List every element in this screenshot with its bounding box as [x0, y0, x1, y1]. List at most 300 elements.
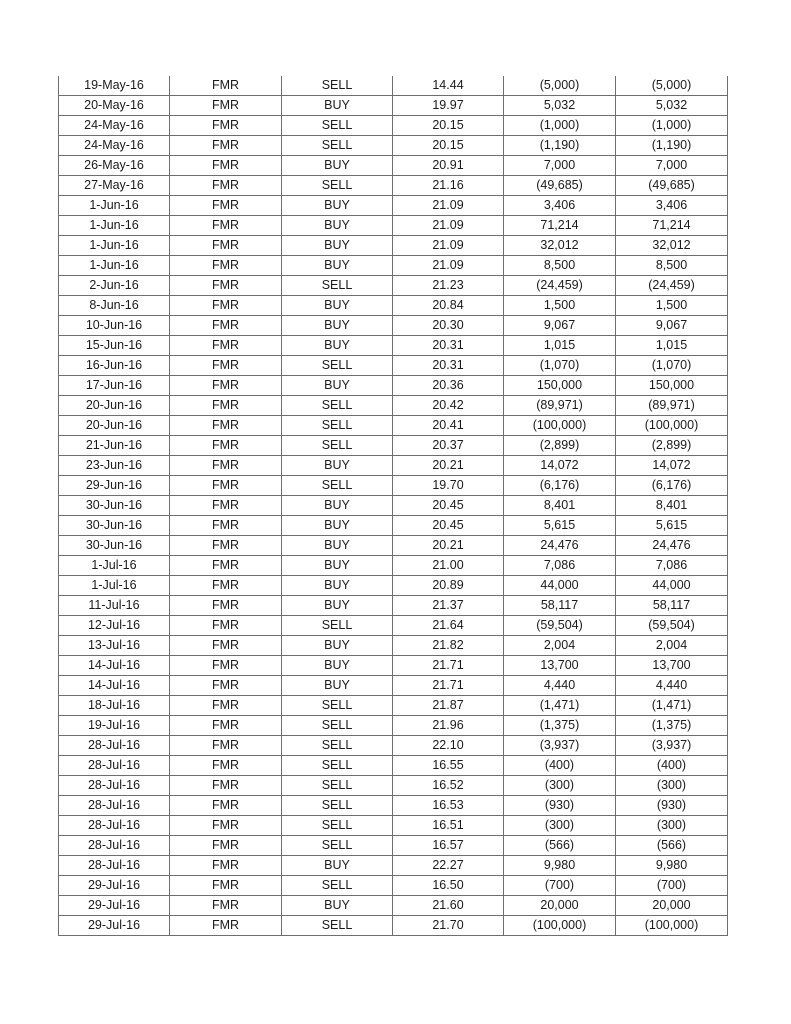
holder-cell: FMR: [170, 376, 282, 396]
table-row: [59, 596, 728, 616]
date-cell: 21-Jun-16: [59, 436, 170, 456]
date-cell: 28-Jul-16: [59, 816, 170, 836]
change-cell: (100,000): [616, 416, 728, 436]
holder-cell: FMR: [170, 516, 282, 536]
shares-cell: 8,500: [504, 256, 616, 276]
change-cell: (89,971): [616, 396, 728, 416]
holder-cell: FMR: [170, 816, 282, 836]
holder-cell: FMR: [170, 556, 282, 576]
shares-cell: (1,375): [504, 716, 616, 736]
change-cell: (3,937): [616, 736, 728, 756]
transaction-type-cell: BUY: [282, 376, 393, 396]
transaction-type-cell: BUY: [282, 496, 393, 516]
shares-cell: 58,117: [504, 596, 616, 616]
price-cell: 21.60: [393, 896, 504, 916]
change-cell: (1,070): [616, 356, 728, 376]
price-cell: 16.57: [393, 836, 504, 856]
transaction-type-cell: BUY: [282, 856, 393, 876]
transactions-table-body: [59, 76, 728, 936]
price-cell: 20.15: [393, 116, 504, 136]
date-cell: 26-May-16: [59, 156, 170, 176]
table-row: [59, 856, 728, 876]
transaction-type-cell: SELL: [282, 136, 393, 156]
shares-cell: (1,471): [504, 696, 616, 716]
holder-cell: FMR: [170, 196, 282, 216]
date-cell: 20-Jun-16: [59, 396, 170, 416]
table-row: [59, 616, 728, 636]
price-cell: 20.31: [393, 356, 504, 376]
shares-cell: 24,476: [504, 536, 616, 556]
date-cell: 17-Jun-16: [59, 376, 170, 396]
date-cell: 11-Jul-16: [59, 596, 170, 616]
transactions-table: [58, 76, 728, 936]
holder-cell: FMR: [170, 916, 282, 936]
holder-cell: FMR: [170, 256, 282, 276]
change-cell: 71,214: [616, 216, 728, 236]
transaction-type-cell: BUY: [282, 256, 393, 276]
transaction-type-cell: SELL: [282, 756, 393, 776]
transaction-type-cell: SELL: [282, 836, 393, 856]
date-cell: 14-Jul-16: [59, 656, 170, 676]
table-row: [59, 276, 728, 296]
shares-cell: (49,685): [504, 176, 616, 196]
price-cell: 21.09: [393, 196, 504, 216]
price-cell: 21.00: [393, 556, 504, 576]
table-row: [59, 656, 728, 676]
table-row: [59, 736, 728, 756]
holder-cell: FMR: [170, 896, 282, 916]
holder-cell: FMR: [170, 396, 282, 416]
change-cell: (1,000): [616, 116, 728, 136]
table-row: [59, 96, 728, 116]
shares-cell: 1,015: [504, 336, 616, 356]
transaction-type-cell: SELL: [282, 396, 393, 416]
change-cell: (2,899): [616, 436, 728, 456]
date-cell: 13-Jul-16: [59, 636, 170, 656]
price-cell: 21.71: [393, 656, 504, 676]
shares-cell: (59,504): [504, 616, 616, 636]
shares-cell: 44,000: [504, 576, 616, 596]
table-row: [59, 316, 728, 336]
shares-cell: 71,214: [504, 216, 616, 236]
transaction-type-cell: SELL: [282, 76, 393, 96]
price-cell: 21.16: [393, 176, 504, 196]
shares-cell: (24,459): [504, 276, 616, 296]
table-row: [59, 396, 728, 416]
change-cell: (24,459): [616, 276, 728, 296]
table-row: [59, 116, 728, 136]
change-cell: 20,000: [616, 896, 728, 916]
table-row: [59, 896, 728, 916]
price-cell: 21.09: [393, 256, 504, 276]
holder-cell: FMR: [170, 676, 282, 696]
change-cell: 3,406: [616, 196, 728, 216]
table-row: [59, 256, 728, 276]
date-cell: 16-Jun-16: [59, 356, 170, 376]
price-cell: 21.70: [393, 916, 504, 936]
date-cell: 15-Jun-16: [59, 336, 170, 356]
change-cell: 1,015: [616, 336, 728, 356]
shares-cell: 8,401: [504, 496, 616, 516]
change-cell: 14,072: [616, 456, 728, 476]
price-cell: 20.31: [393, 336, 504, 356]
transaction-type-cell: SELL: [282, 736, 393, 756]
table-row: [59, 296, 728, 316]
holder-cell: FMR: [170, 136, 282, 156]
holder-cell: FMR: [170, 336, 282, 356]
price-cell: 21.64: [393, 616, 504, 636]
transaction-type-cell: SELL: [282, 616, 393, 636]
date-cell: 29-Jul-16: [59, 896, 170, 916]
shares-cell: (300): [504, 776, 616, 796]
holder-cell: FMR: [170, 716, 282, 736]
price-cell: 20.42: [393, 396, 504, 416]
table-row: [59, 776, 728, 796]
transaction-type-cell: SELL: [282, 796, 393, 816]
date-cell: 20-Jun-16: [59, 416, 170, 436]
date-cell: 14-Jul-16: [59, 676, 170, 696]
date-cell: 28-Jul-16: [59, 836, 170, 856]
date-cell: 19-Jul-16: [59, 716, 170, 736]
shares-cell: 1,500: [504, 296, 616, 316]
date-cell: 12-Jul-16: [59, 616, 170, 636]
shares-cell: 9,067: [504, 316, 616, 336]
change-cell: 9,980: [616, 856, 728, 876]
table-row: [59, 456, 728, 476]
date-cell: 28-Jul-16: [59, 796, 170, 816]
table-row: [59, 476, 728, 496]
price-cell: 19.97: [393, 96, 504, 116]
transaction-type-cell: SELL: [282, 416, 393, 436]
transaction-type-cell: BUY: [282, 556, 393, 576]
price-cell: 16.53: [393, 796, 504, 816]
holder-cell: FMR: [170, 96, 282, 116]
shares-cell: (2,899): [504, 436, 616, 456]
change-cell: 1,500: [616, 296, 728, 316]
shares-cell: 5,615: [504, 516, 616, 536]
price-cell: 20.36: [393, 376, 504, 396]
shares-cell: 13,700: [504, 656, 616, 676]
date-cell: 29-Jul-16: [59, 916, 170, 936]
shares-cell: 20,000: [504, 896, 616, 916]
change-cell: 2,004: [616, 636, 728, 656]
date-cell: 8-Jun-16: [59, 296, 170, 316]
price-cell: 19.70: [393, 476, 504, 496]
holder-cell: FMR: [170, 776, 282, 796]
holder-cell: FMR: [170, 796, 282, 816]
date-cell: 28-Jul-16: [59, 776, 170, 796]
change-cell: (930): [616, 796, 728, 816]
holder-cell: FMR: [170, 856, 282, 876]
change-cell: 44,000: [616, 576, 728, 596]
shares-cell: (400): [504, 756, 616, 776]
transaction-type-cell: BUY: [282, 236, 393, 256]
shares-cell: (89,971): [504, 396, 616, 416]
table-row: [59, 576, 728, 596]
shares-cell: 4,440: [504, 676, 616, 696]
date-cell: 29-Jul-16: [59, 876, 170, 896]
transaction-type-cell: BUY: [282, 536, 393, 556]
shares-cell: (566): [504, 836, 616, 856]
table-row: [59, 436, 728, 456]
transaction-type-cell: SELL: [282, 276, 393, 296]
change-cell: 150,000: [616, 376, 728, 396]
price-cell: 21.96: [393, 716, 504, 736]
table-row: [59, 556, 728, 576]
holder-cell: FMR: [170, 416, 282, 436]
holder-cell: FMR: [170, 356, 282, 376]
holder-cell: FMR: [170, 436, 282, 456]
table-row: [59, 336, 728, 356]
transaction-type-cell: SELL: [282, 876, 393, 896]
shares-cell: 5,032: [504, 96, 616, 116]
transaction-type-cell: SELL: [282, 476, 393, 496]
holder-cell: FMR: [170, 316, 282, 336]
price-cell: 20.37: [393, 436, 504, 456]
transaction-type-cell: SELL: [282, 696, 393, 716]
date-cell: 27-May-16: [59, 176, 170, 196]
date-cell: 30-Jun-16: [59, 536, 170, 556]
table-row: [59, 676, 728, 696]
holder-cell: FMR: [170, 276, 282, 296]
holder-cell: FMR: [170, 236, 282, 256]
shares-cell: (100,000): [504, 416, 616, 436]
change-cell: 13,700: [616, 656, 728, 676]
holder-cell: FMR: [170, 296, 282, 316]
table-row: [59, 76, 728, 96]
date-cell: 28-Jul-16: [59, 856, 170, 876]
table-row: [59, 176, 728, 196]
transaction-type-cell: BUY: [282, 196, 393, 216]
shares-cell: (930): [504, 796, 616, 816]
change-cell: 8,401: [616, 496, 728, 516]
change-cell: (5,000): [616, 76, 728, 96]
holder-cell: FMR: [170, 496, 282, 516]
table-row: [59, 516, 728, 536]
holder-cell: FMR: [170, 876, 282, 896]
change-cell: 58,117: [616, 596, 728, 616]
date-cell: 1-Jun-16: [59, 196, 170, 216]
transaction-type-cell: BUY: [282, 456, 393, 476]
transaction-type-cell: SELL: [282, 356, 393, 376]
date-cell: 24-May-16: [59, 116, 170, 136]
holder-cell: FMR: [170, 636, 282, 656]
price-cell: 21.71: [393, 676, 504, 696]
holder-cell: FMR: [170, 156, 282, 176]
transaction-type-cell: SELL: [282, 776, 393, 796]
shares-cell: 9,980: [504, 856, 616, 876]
transaction-type-cell: SELL: [282, 916, 393, 936]
table-row: [59, 496, 728, 516]
change-cell: (49,685): [616, 176, 728, 196]
price-cell: 20.84: [393, 296, 504, 316]
table-row: [59, 216, 728, 236]
date-cell: 20-May-16: [59, 96, 170, 116]
shares-cell: (1,190): [504, 136, 616, 156]
price-cell: 20.21: [393, 456, 504, 476]
date-cell: 28-Jul-16: [59, 736, 170, 756]
date-cell: 10-Jun-16: [59, 316, 170, 336]
date-cell: 1-Jun-16: [59, 256, 170, 276]
date-cell: 29-Jun-16: [59, 476, 170, 496]
change-cell: (6,176): [616, 476, 728, 496]
price-cell: 20.45: [393, 496, 504, 516]
price-cell: 20.89: [393, 576, 504, 596]
date-cell: 18-Jul-16: [59, 696, 170, 716]
holder-cell: FMR: [170, 176, 282, 196]
shares-cell: (5,000): [504, 76, 616, 96]
transaction-type-cell: SELL: [282, 716, 393, 736]
change-cell: 9,067: [616, 316, 728, 336]
date-cell: 19-May-16: [59, 76, 170, 96]
table-row: [59, 756, 728, 776]
table-row: [59, 356, 728, 376]
transaction-type-cell: SELL: [282, 436, 393, 456]
price-cell: 21.87: [393, 696, 504, 716]
table-row: [59, 536, 728, 556]
holder-cell: FMR: [170, 616, 282, 636]
date-cell: 1-Jul-16: [59, 556, 170, 576]
shares-cell: 7,086: [504, 556, 616, 576]
price-cell: 20.91: [393, 156, 504, 176]
shares-cell: (1,000): [504, 116, 616, 136]
table-row: [59, 916, 728, 936]
holder-cell: FMR: [170, 596, 282, 616]
price-cell: 22.10: [393, 736, 504, 756]
price-cell: 20.45: [393, 516, 504, 536]
table-row: [59, 136, 728, 156]
change-cell: (1,190): [616, 136, 728, 156]
holder-cell: FMR: [170, 536, 282, 556]
change-cell: (400): [616, 756, 728, 776]
shares-cell: 7,000: [504, 156, 616, 176]
date-cell: 30-Jun-16: [59, 496, 170, 516]
price-cell: 16.51: [393, 816, 504, 836]
transaction-type-cell: BUY: [282, 676, 393, 696]
price-cell: 21.82: [393, 636, 504, 656]
date-cell: 1-Jul-16: [59, 576, 170, 596]
shares-cell: 32,012: [504, 236, 616, 256]
table-row: [59, 716, 728, 736]
price-cell: 20.21: [393, 536, 504, 556]
table-row: [59, 416, 728, 436]
change-cell: (59,504): [616, 616, 728, 636]
transaction-type-cell: BUY: [282, 156, 393, 176]
table-row: [59, 236, 728, 256]
transaction-type-cell: BUY: [282, 896, 393, 916]
date-cell: 1-Jun-16: [59, 216, 170, 236]
price-cell: 21.09: [393, 236, 504, 256]
date-cell: 30-Jun-16: [59, 516, 170, 536]
holder-cell: FMR: [170, 696, 282, 716]
price-cell: 22.27: [393, 856, 504, 876]
change-cell: (1,375): [616, 716, 728, 736]
table-row: [59, 376, 728, 396]
table-row: [59, 636, 728, 656]
transaction-type-cell: BUY: [282, 216, 393, 236]
shares-cell: (100,000): [504, 916, 616, 936]
price-cell: 20.41: [393, 416, 504, 436]
change-cell: 7,000: [616, 156, 728, 176]
holder-cell: FMR: [170, 836, 282, 856]
holder-cell: FMR: [170, 476, 282, 496]
shares-cell: (3,937): [504, 736, 616, 756]
table-row: [59, 836, 728, 856]
change-cell: (700): [616, 876, 728, 896]
transaction-type-cell: BUY: [282, 316, 393, 336]
transaction-type-cell: SELL: [282, 116, 393, 136]
holder-cell: FMR: [170, 76, 282, 96]
table-row: [59, 696, 728, 716]
change-cell: (300): [616, 816, 728, 836]
transaction-type-cell: BUY: [282, 636, 393, 656]
date-cell: 1-Jun-16: [59, 236, 170, 256]
transaction-type-cell: BUY: [282, 516, 393, 536]
shares-cell: (700): [504, 876, 616, 896]
transaction-type-cell: BUY: [282, 96, 393, 116]
holder-cell: FMR: [170, 656, 282, 676]
shares-cell: 2,004: [504, 636, 616, 656]
change-cell: 5,032: [616, 96, 728, 116]
change-cell: 24,476: [616, 536, 728, 556]
price-cell: 14.44: [393, 76, 504, 96]
change-cell: 7,086: [616, 556, 728, 576]
date-cell: 28-Jul-16: [59, 756, 170, 776]
table-row: [59, 196, 728, 216]
price-cell: 21.37: [393, 596, 504, 616]
price-cell: 20.15: [393, 136, 504, 156]
transaction-type-cell: BUY: [282, 576, 393, 596]
date-cell: 24-May-16: [59, 136, 170, 156]
holder-cell: FMR: [170, 576, 282, 596]
transaction-type-cell: BUY: [282, 336, 393, 356]
table-row: [59, 796, 728, 816]
date-cell: 2-Jun-16: [59, 276, 170, 296]
change-cell: (100,000): [616, 916, 728, 936]
holder-cell: FMR: [170, 116, 282, 136]
holder-cell: FMR: [170, 756, 282, 776]
price-cell: 16.50: [393, 876, 504, 896]
date-cell: 23-Jun-16: [59, 456, 170, 476]
shares-cell: (1,070): [504, 356, 616, 376]
shares-cell: (6,176): [504, 476, 616, 496]
change-cell: 5,615: [616, 516, 728, 536]
price-cell: 20.30: [393, 316, 504, 336]
change-cell: (1,471): [616, 696, 728, 716]
change-cell: 32,012: [616, 236, 728, 256]
change-cell: (566): [616, 836, 728, 856]
price-cell: 16.55: [393, 756, 504, 776]
transaction-type-cell: BUY: [282, 656, 393, 676]
transaction-type-cell: BUY: [282, 296, 393, 316]
table-row: [59, 816, 728, 836]
table-row: [59, 876, 728, 896]
price-cell: 21.09: [393, 216, 504, 236]
change-cell: 4,440: [616, 676, 728, 696]
shares-cell: 14,072: [504, 456, 616, 476]
shares-cell: (300): [504, 816, 616, 836]
holder-cell: FMR: [170, 456, 282, 476]
transaction-type-cell: SELL: [282, 816, 393, 836]
holder-cell: FMR: [170, 736, 282, 756]
price-cell: 16.52: [393, 776, 504, 796]
shares-cell: 150,000: [504, 376, 616, 396]
transaction-type-cell: SELL: [282, 176, 393, 196]
shares-cell: 3,406: [504, 196, 616, 216]
table-row: [59, 156, 728, 176]
change-cell: 8,500: [616, 256, 728, 276]
transaction-type-cell: BUY: [282, 596, 393, 616]
